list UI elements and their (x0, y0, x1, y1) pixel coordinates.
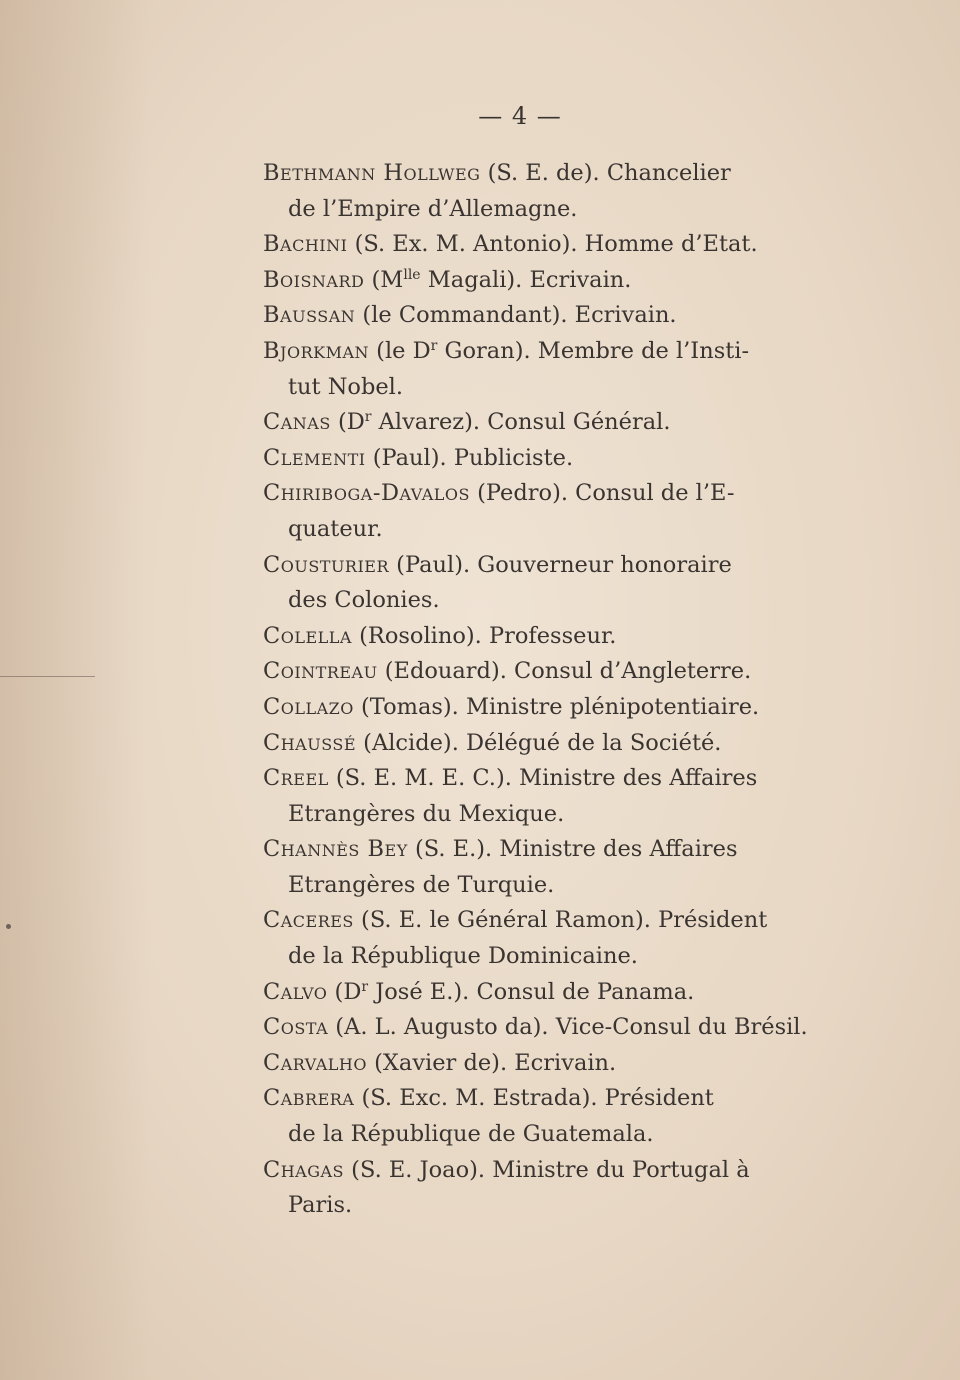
entry-description: (Edouard). Consul d’Angleterre. (377, 658, 752, 685)
entry-description: (Rosolino). Professeur. (351, 622, 617, 649)
entry-description: (S. E. M. E. C.). Ministre des Affaires (328, 765, 758, 792)
list-entry (263, 832, 808, 903)
list-entry (263, 156, 808, 227)
entry-description: (le D (369, 337, 431, 364)
entry-name: Bachini (263, 231, 348, 258)
entry-description: (le Commandant). Ecrivain. (355, 302, 677, 329)
list-entry (263, 476, 808, 547)
list-entry (263, 548, 808, 619)
page-number: — 4 — (478, 102, 562, 130)
superscript-title: lle (403, 266, 421, 283)
entry-name: Channès Bey (263, 836, 408, 863)
superscript-title: r (361, 978, 369, 995)
entry-description: (Paul). Gouverneur honoraire (389, 551, 732, 578)
entry-description: (S. E. Joao). Ministre du Portugal à (344, 1156, 750, 1183)
list-entry (263, 298, 808, 334)
entry-continuation-line: Paris. (288, 1192, 353, 1219)
entry-name: Cabrera (263, 1085, 355, 1112)
entry-name: Carvalho (263, 1049, 367, 1076)
entry-name: Calvo (263, 978, 328, 1005)
entry-description: (Paul). Publiciste. (365, 444, 574, 471)
list-entry (263, 1046, 808, 1082)
entry-name: Collazo (263, 693, 354, 720)
list-entry (263, 761, 808, 832)
entry-description-cont: Goran). Membre de l’Insti- (437, 337, 750, 364)
list-entry (263, 975, 808, 1011)
entry-description: (A. L. Augusto da). Vice-Consul du Brésil. (328, 1014, 808, 1041)
entry-continuation-line: des Colonies. (288, 587, 440, 614)
entry-continuation-line: Etrangères du Mexique. (288, 800, 565, 827)
list-entry (263, 690, 808, 726)
entry-description: (M (364, 266, 404, 293)
entry-description: (Xavier de). Ecrivain. (366, 1049, 617, 1076)
entry-name: Cointreau (263, 658, 378, 685)
superscript-title: r (364, 409, 372, 426)
list-entry (263, 654, 808, 690)
entry-continuation-line: de la République Dominicaine. (288, 943, 638, 970)
list-entry (263, 1153, 808, 1224)
entry-description: (D (327, 978, 362, 1005)
entry-description: (S. E. le Général Ramon). Président (353, 907, 768, 934)
entry-description: (S. E. de). Chancelier (480, 160, 731, 186)
entry-name: Baussan (263, 302, 356, 329)
entry-description: (Tomas). Ministre plénipotentiaire. (353, 693, 760, 720)
entry-name: Caceres (263, 907, 354, 934)
entry-description-cont: José E.). Consul de Panama. (368, 978, 695, 1005)
list-entry (263, 1081, 808, 1152)
entry-name: Cousturier (263, 551, 390, 578)
entry-continuation-line: tut Nobel. (288, 373, 404, 400)
list-entry (263, 903, 808, 974)
list-entry (263, 441, 808, 477)
entry-continuation-line: de la République de Guatemala. (288, 1121, 654, 1148)
entry-description: (Alcide). Délégué de la Société. (356, 729, 722, 756)
entry-name: Boisnard (263, 266, 365, 293)
entry-name: Creel (263, 765, 329, 792)
entry-description: (Pedro). Consul de l’E- (470, 480, 735, 507)
entry-name: Canas (263, 409, 331, 436)
entry-name: Colella (263, 622, 352, 649)
list-entry (263, 619, 808, 655)
entry-name: Bjorkman (263, 337, 370, 364)
entry-name: Bethmann Hollweg (263, 160, 481, 186)
entry-name: Costa (263, 1014, 329, 1041)
ink-speck (6, 924, 11, 929)
entry-name: Chaussé (263, 729, 357, 756)
entry-name: Chagas (263, 1156, 345, 1183)
entry-description-cont: Magali). Ecrivain. (420, 266, 632, 293)
entry-name: Chiriboga-Davalos (263, 480, 470, 507)
entry-name: Clementi (263, 444, 366, 471)
entry-continuation-line: Etrangères de Turquie. (288, 871, 555, 898)
entry-continuation-line: de l’Empire d’Allemagne. (288, 195, 578, 222)
list-entry (263, 405, 808, 441)
entry-description: (S. Exc. M. Estrada). Président (354, 1085, 714, 1112)
list-entry (263, 263, 808, 299)
list-entry (263, 227, 808, 263)
entry-description: (D (330, 409, 365, 436)
name-list (263, 156, 808, 1224)
list-entry (263, 1010, 808, 1046)
superscript-title: r (430, 337, 438, 354)
list-entry (263, 334, 808, 405)
list-entry (263, 726, 808, 762)
entry-description-cont: Alvarez). Consul Général. (371, 409, 671, 436)
paper-crease-mark (0, 676, 95, 677)
entry-description: (S. Ex. M. Antonio). Homme d’Etat. (347, 231, 758, 258)
entry-continuation-line: quateur. (288, 515, 383, 542)
entry-description: (S. E.). Ministre des Affaires (407, 836, 738, 863)
page-edge-shade (0, 0, 150, 1380)
